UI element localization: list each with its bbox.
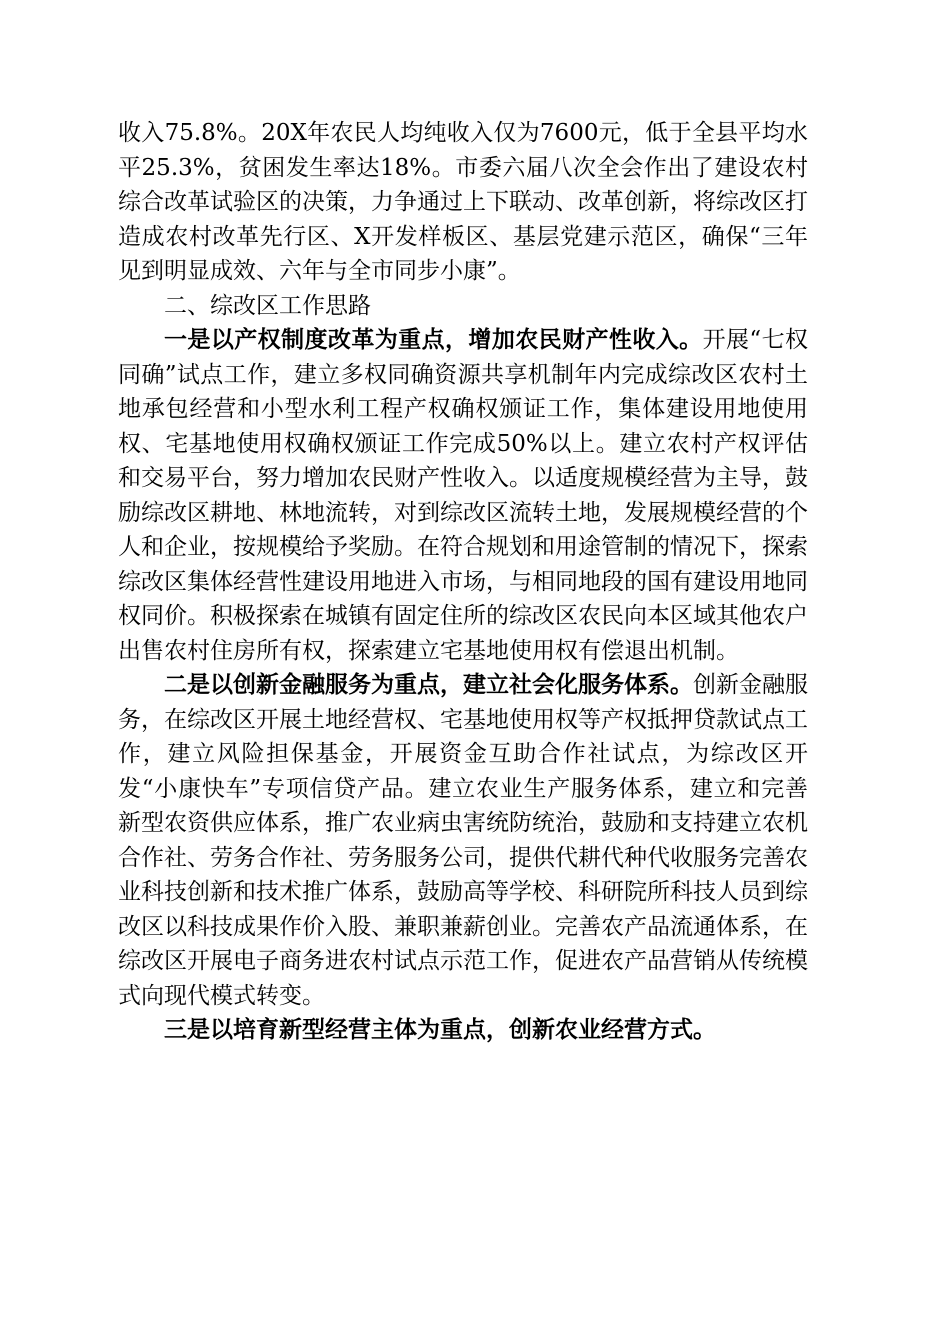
paragraph-body-text: 创新金融服务，在综改区开展土地经营权、宅基地使用权等产权抵押贷款试点工作，建立风险担保基金，开展资金互助合作社试点，为综改区开发“小康快车”专项信贷产品。建立农业生产服务体系，建立和完善新型农资供应体系，推广农业病虫害统防统治，鼓励和支持建立农机合作社、劳务合作社、劳务服务公司，提供代耕代种代收服务完善农业科技创新和技术推广体系，鼓励高等学校、科研院所科技人员到综改区以科技成果作价入股、兼职兼薪创业。完善农产品流通体系，在综改区开展电子商务进农村试点示范工作，促进农产品营销从传统模式向现代模式转变。 <box>118 672 808 1009</box>
paragraph-continuation: 收入75.8%。20X年农民人均纯收入仅为7600元，低于全县平均水平25.3%，贫困发生率达18%。市委六届八次全会作出了建设农村综合改革试验区的决策，力争通过上下联动、改革创新，将综改区打造成农村改革先行区、X开发样板区、基层党建示范区，确保“三年见到明显成效、六年与全市同步小康”。 <box>118 120 808 284</box>
paragraph-lead-sentence: 一是以产权制度改革为重点，增加农民财产性收入。 <box>164 326 703 353</box>
paragraph-financial-services <box>118 668 808 1013</box>
document-body <box>118 116 808 1048</box>
paragraph-business-entities <box>118 1013 808 1048</box>
paragraph-lead-sentence: 三是以培育新型经营主体为重点，创新农业经营方式。 <box>164 1016 716 1043</box>
section-heading: 二、综改区工作思路 <box>164 292 371 319</box>
paragraph-property-rights <box>118 323 808 668</box>
paragraph-body-text: 开展“七权同确”试点工作，建立多权同确资源共享机制年内完成综改区农村土地承包经营和小型水利工程产权确权颁证工作，集体建设用地使用权、宅基地使用权确权颁证工作完成50%以上。建立农村产权评估和交易平台，努力增加农民财产性收入。以适度规模经营为主导，鼓励综改区耕地、林地流转，对到综改区流转土地，发展规模经营的个人和企业，按规模给予奖励。在符合规划和用途管制的情况下，探索综改区集体经营性建设用地进入市场，与相同地段的国有建设用地同权同价。积极探索在城镇有固定住所的综改区农民向本区域其他农户出售农村住房所有权，探索建立宅基地使用权有偿退出机制。 <box>118 327 809 664</box>
paragraph-lead-sentence: 二是以创新金融服务为重点，建立社会化服务体系。 <box>164 671 693 698</box>
